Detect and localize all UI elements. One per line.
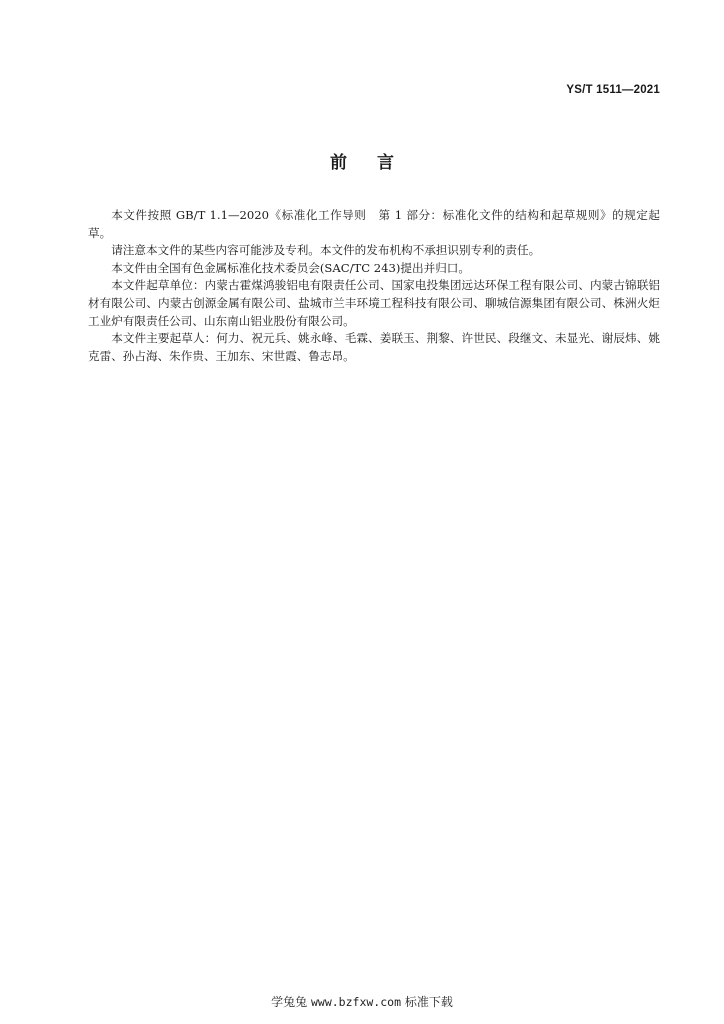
paragraph-drafters: 本文件主要起草人：何力、祝元兵、姚永峰、毛霖、姜联玉、荆黎、许世民、段继文、未显光、谢辰炜、姚克雷、孙占海、朱作贵、王加东、宋世霞、鲁志昂。: [88, 331, 660, 363]
paragraph-patent-notice: 请注意本文件的某些内容可能涉及专利。本文件的发布机构不承担识别专利的责任。: [111, 243, 541, 258]
footer-watermark: [0, 993, 724, 1010]
paragraph-proposer: 本文件由全国有色金属标准化技术委员会(SAC/TC 243)提出并归口。: [111, 260, 470, 275]
page-title: 前言: [330, 153, 424, 173]
standard-number: YS/T 1511—2021: [566, 84, 660, 96]
footer-url: www.bzfxw.com: [310, 995, 401, 1009]
paragraph-drafting-rules: 本文件按照 GB/T 1.1—2020《标准化工作导则 第 1 部分：标准化文件的结构和起草规则》的规定起草。: [88, 208, 660, 240]
footer-suffix: 标准下载: [404, 995, 453, 1009]
paragraph-drafting-units: 本文件起草单位：内蒙古霍煤鸿骏铝电有限责任公司、国家电投集团远达环保工程有限公司、内蒙古锦联铝材有限公司、内蒙古创源金属有限公司、盐城市兰丰环境工程科技有限公司、聊城信源集团有限公司、株洲火炬工业炉有限责任公司、山东南山铝业股份有限公司。: [88, 278, 660, 328]
foreword-body: [88, 207, 660, 365]
footer-site-name: 学兔兔: [271, 995, 308, 1009]
